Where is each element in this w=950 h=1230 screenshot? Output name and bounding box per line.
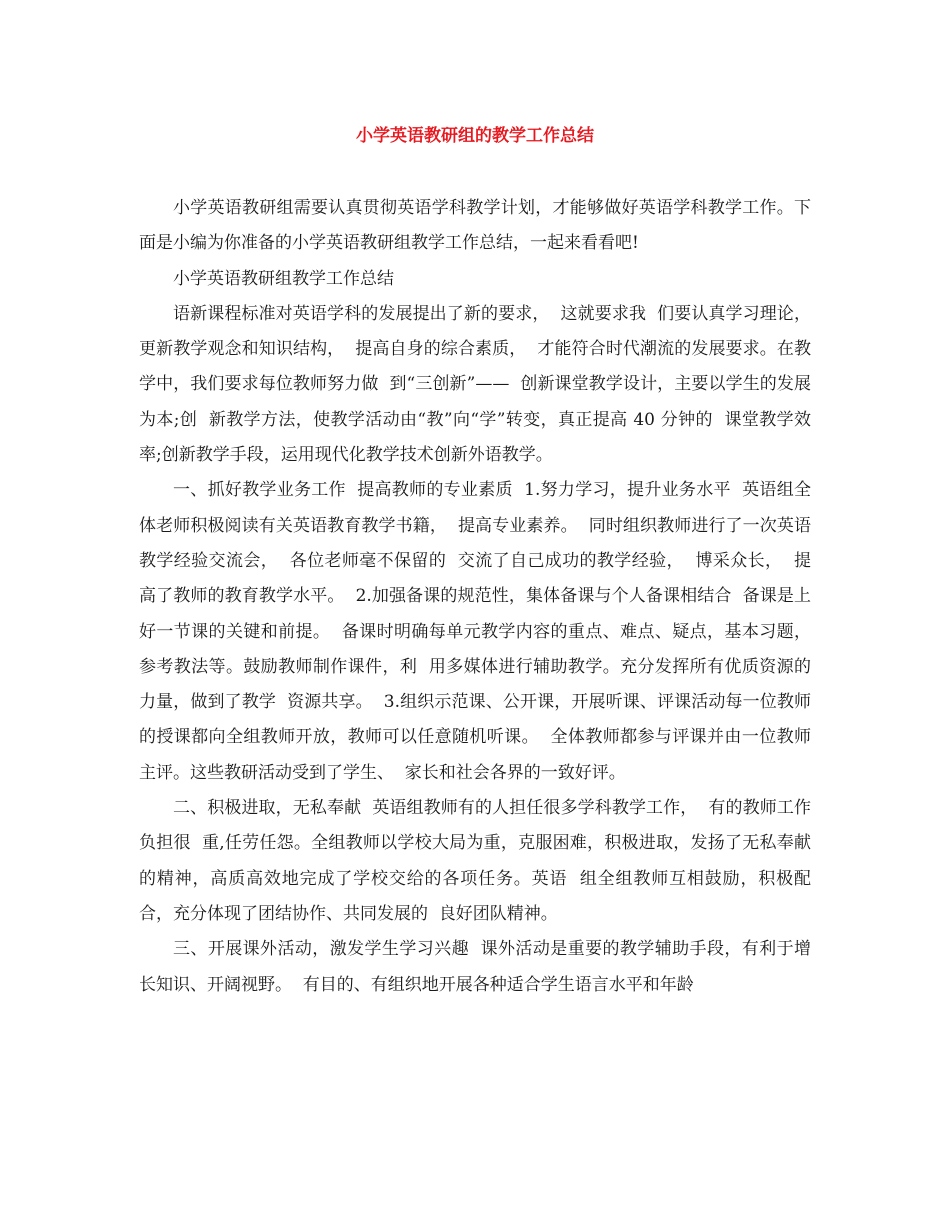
paragraph-section-two: 二、积极进取，无私奉献 英语组教师有的人担任很多学科教学工作， 有的教师工作负担很 重,任劳任怨。全组教师以学校大局为重，克服困难，积极进取，发扬了无私奉献的精神，高质高效地完成了学校交给的各项任务。英语 组全组教师互相鼓励，积极配合，充分体现了团结协作、共同发展的 良好团队精神。 <box>139 798 811 924</box>
paragraph-subheading: 小学英语教研组教学工作总结 <box>173 268 394 289</box>
paragraph-section-one: 一、抓好教学业务工作 提高教师的专业素质 1.努力学习，提升业务水平 英语组全体老师积极阅读有关英语教育教学书籍， 提高专业素养。 同时组织教师进行了一次英语教学经验交流会， 各位老师毫不保留的 交流了自己成功的教学经验， 博采众长， 提高了教师的教育教学水平。 2.加强备课的规范性，集体备课与个人备课相结合 备课是上好一节课的关键和前提。 备课时明确每单元教学内容的重点、难点、疑点，基本习题，参考教法等。鼓励教师制作课件，利 用多媒体进行辅助教学。充分发挥所有优质资源的力量，做到了教学 资源共享。 3.组织示范课、公开课，开展听课、评课活动每一位教师的授课都向全组教师开放，教师可以任意随机听课。 全体教师都参与评课并由一位教师主评。这些教研活动受到了学生、 家长和社会各界的一致好评。 <box>139 480 811 783</box>
document-title: 小学英语教研组的教学工作总结 <box>356 126 594 146</box>
document-body <box>139 191 822 1003</box>
paragraph-section-three: 三、开展课外活动，激发学生学习兴趣 课外活动是重要的教学辅助手段，有利于增长知识、开阔视野。 有目的、有组织地开展各种适合学生语言水平和年龄 <box>139 939 811 995</box>
paragraph-curriculum: 语新课程标准对英语学科的发展提出了新的要求， 这就要求我 们要认真学习理论， 更新教学观念和知识结构， 提高自身的综合素质， 才能符合时代潮流的发展要求。在教学中，我们要求每位教师努力做 到“三创新”—— 创新课堂教学设计，主要以学生的发展为本;创 新教学方法，使教学活动由“教”向“学”转变，真正提高 40 分钟的 课堂教学效率;创新教学手段，运用现代化教学技术创新外语教学。 <box>139 303 822 466</box>
paragraph-intro: 小学英语教研组需要认真贯彻英语学科教学计划，才能够做好英语学科教学工作。下面是小编为你准备的小学英语教研组教学工作总结，一起来看看吧! <box>139 198 811 254</box>
